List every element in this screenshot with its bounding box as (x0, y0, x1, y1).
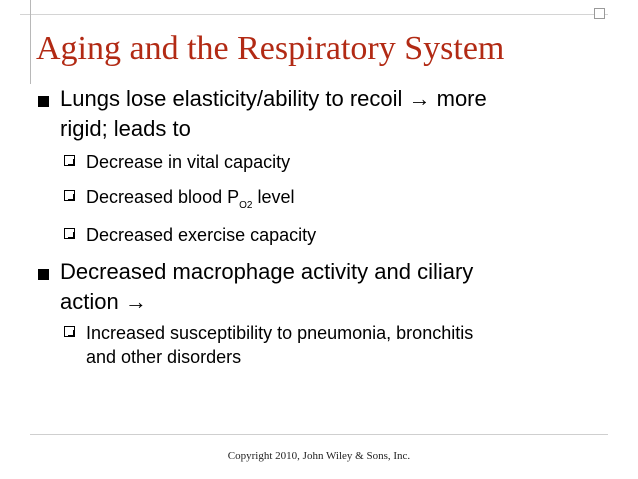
checkbox-bullet-icon (64, 190, 75, 201)
bullet-1-sub-2 (86, 185, 294, 213)
checkbox-bullet-icon (64, 228, 75, 239)
footer-rule (30, 434, 608, 435)
sub-2-text: Decreased blood P (86, 187, 240, 207)
subscript-o2: O2 (239, 200, 253, 211)
checkbox-bullet-icon (64, 326, 75, 337)
copyright-footer: Copyright 2010, John Wiley & Sons, Inc. (227, 450, 411, 462)
bullet-2-text-line2: action (60, 289, 125, 314)
bullet-2-text: Decreased macrophage activity and ciliary (60, 259, 474, 284)
sub-2-text-level: level (252, 187, 295, 207)
square-bullet-icon (38, 269, 49, 280)
right-arrow-icon: → (124, 289, 147, 314)
right-arrow-icon: → (408, 86, 431, 111)
bullet-1 (60, 84, 600, 144)
bullet-1-sub-1: Decrease in vital capacity (86, 152, 291, 172)
sub-text-line1: Increased susceptibility to pneumonia, bronchitis (86, 323, 474, 343)
bullet-1-text-line2: rigid; leads to (60, 116, 191, 141)
square-bullet-icon (38, 96, 49, 107)
bullet-1-sub-3: Decreased exercise capacity (86, 225, 317, 245)
slide-title: Aging and the Respiratory System (36, 30, 505, 67)
bullet-2 (60, 257, 600, 317)
bullet-1-text: Lungs lose elasticity/ability to recoil (60, 86, 409, 111)
top-rule (20, 14, 608, 15)
sub-text-line2: and other disorders (86, 347, 242, 367)
bullet-2-sub-1 (86, 321, 606, 369)
checkbox-bullet-icon (64, 155, 75, 166)
corner-square-icon (594, 8, 605, 19)
left-rule (30, 0, 31, 84)
bullet-1-text-more: more (430, 86, 487, 111)
